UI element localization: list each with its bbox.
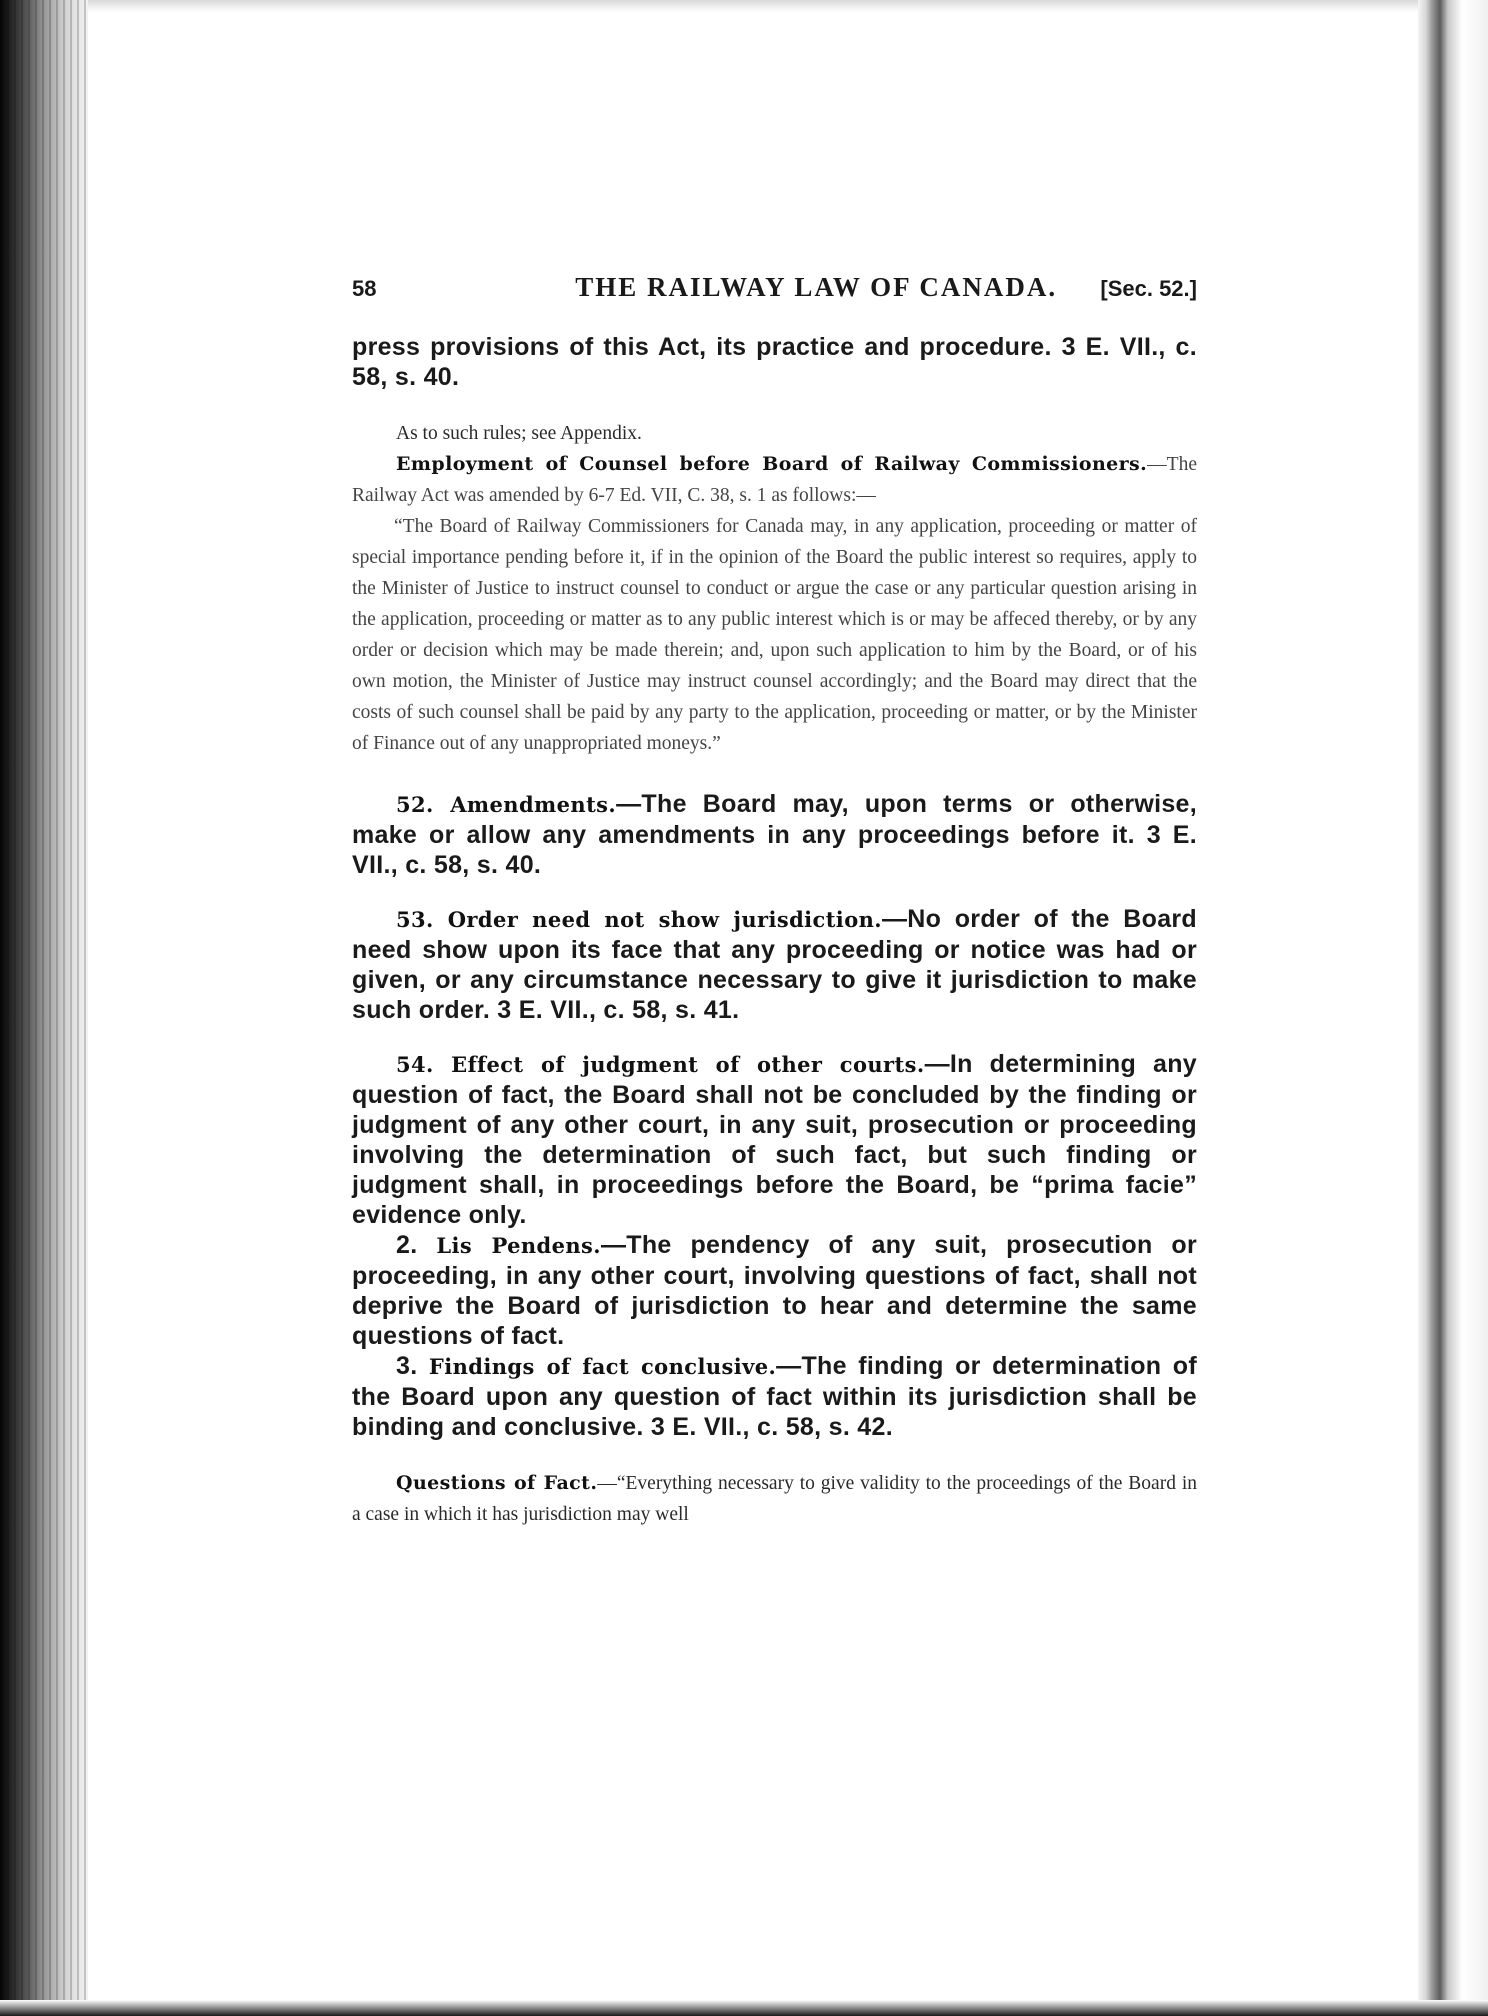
- subsection-3-text: —The finding or determination of the Board upon any question of fact within its jurisdiction shall be binding and conclusive. 3 E. VII., c. 58, s. 42.: [352, 1352, 1197, 1441]
- rules-note-text: As to such rules; see Appendix.: [396, 423, 642, 444]
- section-53: [352, 904, 1197, 1025]
- scan-bottom-edge: [0, 2000, 1488, 2016]
- questions-of-fact-heading: Questions of Fact.: [396, 1472, 598, 1494]
- subsection-2-text: —The pendency of any suit, prosecution or proceeding, in any other court, involving questions of fact, shall not deprive the Board of jurisdiction to hear and determine the same questions of fact.: [352, 1231, 1198, 1350]
- section-54: [352, 1049, 1197, 1230]
- scan-top-edge: [0, 0, 1488, 12]
- continued-paragraph: [352, 332, 1197, 392]
- rules-note: [352, 418, 1197, 449]
- continued-text: press provisions of this Act, its practice and procedure. 3 E. VII., c. 58, s. 40.: [352, 333, 1197, 391]
- section-54-2: [352, 1230, 1197, 1351]
- subsection-3-heading: Findings of fact conclusive.: [428, 1354, 777, 1379]
- section-52-heading: 52. Amendments.: [396, 792, 617, 817]
- questions-of-fact-text: —“Everything necessary to give validity to the proceedings of the Board in a case in which it has jurisdiction may well: [352, 1473, 1197, 1525]
- section-53-text: —No order of the Board need show upon its face that any proceeding or notice was had or given, or any circumstance necessary to give it jurisdiction to make such order. 3 E. VII., c. 58, s. 41.: [352, 905, 1198, 1024]
- book-title: THE RAILWAY LAW OF CANADA.: [575, 272, 1058, 302]
- quoted-amendment-text: “The Board of Railway Commissioners for Canada may, in any application, proceeding or matter of special importance pending before it, if in the opinion of the Board the public interest so requires, apply to the Minister of Justice to instruct counsel to conduct or argue the case or any particular question arising in the application, proceeding or matter as to any public interest which is or may be affeced thereby, or by any order or decision which may be made therein; and, upon such application to him by the Board, or of his own motion, the Minister of Justice may instruct counsel accordingly; and the Board may direct that the costs of such counsel shall be paid by any party to the application, proceeding or matter, or by the Minister of Finance out of any unappropriated moneys.”: [352, 516, 1197, 754]
- section-marker: [Sec. 52.]: [1100, 276, 1197, 301]
- subsection-2-number: 2.: [396, 1231, 418, 1259]
- section-54-3: [352, 1351, 1197, 1442]
- book-spine-edge: [0, 0, 88, 2016]
- section-52: [352, 789, 1197, 880]
- section-52-text: —The Board may, upon terms or otherwise, make or allow any amendments in any proceedings before it. 3 E. VII., c. 58, s. 40.: [352, 790, 1198, 879]
- subsection-3-number: 3.: [396, 1352, 418, 1380]
- questions-of-fact: [352, 1468, 1197, 1530]
- book-page: [352, 272, 1197, 1530]
- counsel-text: —The Railway Act was amended by 6-7 Ed. VII, C. 38, s. 1 as follows:—: [352, 454, 1197, 506]
- running-head: [352, 272, 1197, 312]
- section-53-heading: 53. Order need not show jurisdiction.: [396, 907, 882, 932]
- page-number: 58: [352, 276, 377, 301]
- quoted-amendment: [352, 511, 1197, 759]
- section-54-heading: 54. Effect of judgment of other courts.: [396, 1052, 925, 1077]
- section-54-text: —In determining any question of fact, the Board shall not be concluded by the finding or judgment of any other court, in any suit, prosecution or proceeding involving the determination of such fact, but such finding or judgment shall, in proceedings before the Board, be “prima facie” evidence only.: [352, 1050, 1197, 1229]
- page-right-edge: [1418, 0, 1488, 2016]
- counsel-paragraph: [352, 449, 1197, 511]
- counsel-heading: Employment of Counsel before Board of Railway Commissioners.: [396, 453, 1148, 475]
- subsection-2-heading: Lis Pendens.: [436, 1233, 601, 1258]
